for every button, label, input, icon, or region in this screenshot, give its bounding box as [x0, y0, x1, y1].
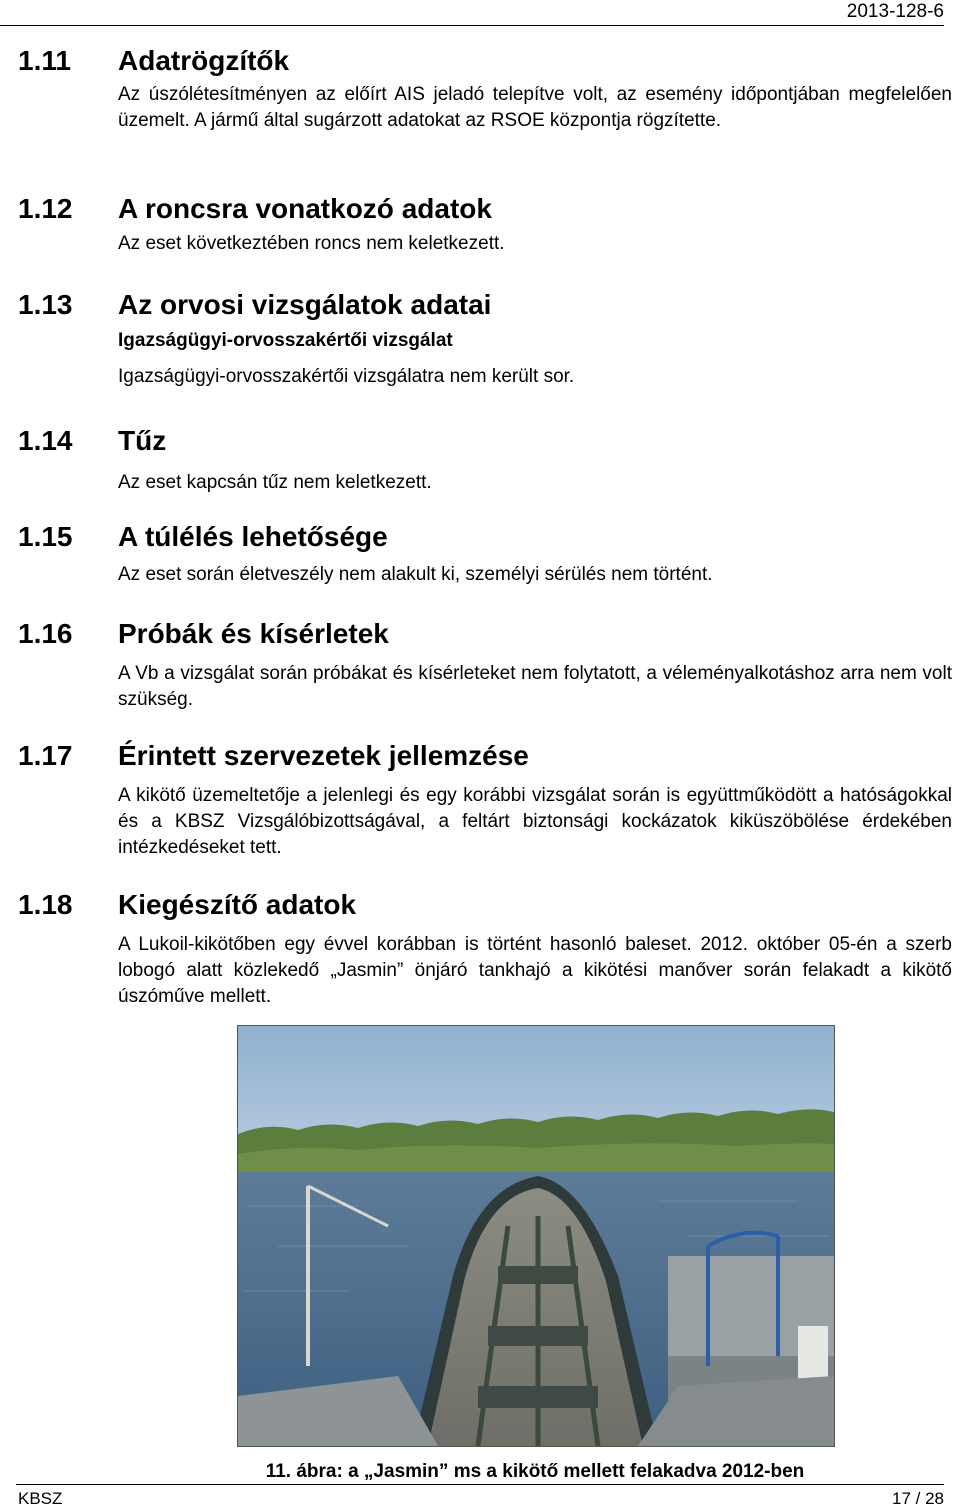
section-body: Igazságügyi-orvosszakértői vizsgálatra nem került sor.	[118, 366, 575, 387]
section-number: 1.14	[18, 425, 73, 456]
section-1-13	[18, 288, 952, 390]
section-subheading: Igazságügyi-orvosszakértői vizsgálat	[118, 330, 453, 351]
section-1-11	[18, 44, 952, 134]
section-1-12	[18, 192, 952, 257]
section-body: Az úszólétesítményen az előírt AIS jeladó telepítve volt, az esemény időpontjában megfelelően üzemelt. A jármű által sugárzott adatokat az RSOE központja rögzítette.	[118, 84, 952, 131]
section-title: Érintett szervezetek jellemzése	[118, 740, 529, 771]
section-title: Tűz	[118, 425, 167, 456]
section-heading	[18, 617, 952, 651]
footer-organization: KBSZ	[18, 1489, 63, 1508]
section-heading	[18, 739, 952, 773]
section-heading	[18, 424, 952, 458]
section-heading	[18, 520, 952, 554]
section-heading	[18, 888, 952, 922]
section-1-16	[18, 617, 952, 713]
section-1-15	[18, 520, 952, 588]
section-number: 1.16	[18, 618, 73, 649]
section-1-17	[18, 739, 952, 861]
page-number: 17 / 28	[892, 1489, 944, 1508]
section-title: Kiegészítő adatok	[118, 889, 357, 920]
section-number: 1.13	[18, 289, 73, 320]
section-title: A roncsra vonatkozó adatok	[118, 193, 492, 224]
section-heading	[18, 192, 952, 226]
tanker-photo	[237, 1025, 835, 1447]
section-body: Az eset következtében roncs nem keletkezett.	[118, 233, 505, 254]
section-body: A Lukoil-kikötőben egy évvel korábban is történt hasonló baleset. 2012. október 05-én a szerb lobogó alatt közlekedő „Jasmin” önjáró tankhajó a kikötési manőver során felakadt a kikötő úszóműve mellett.	[118, 934, 952, 1007]
section-title: A túlélés lehetősége	[118, 521, 388, 552]
section-body: A kikötő üzemeltetője a jelenlegi és egy korábbi vizsgálat során is együttműködött a hatóságokkal és a KBSZ Vizsgálóbizottságával, a feltárt biztonsági kockázatok kiküszöbölése érdekében intézkedéseket tett.	[118, 785, 952, 858]
section-number: 1.12	[18, 193, 73, 224]
section-number: 1.18	[18, 889, 73, 920]
footer-divider	[16, 1484, 944, 1485]
section-title: Adatrögzítők	[118, 45, 290, 76]
section-title: Próbák és kísérletek	[118, 618, 389, 649]
section-heading	[18, 44, 952, 78]
tanker-photo-illustration	[238, 1026, 834, 1446]
section-body: Az eset során életveszély nem alakult ki, személyi sérülés nem történt.	[118, 564, 713, 585]
section-title: Az orvosi vizsgálatok adatai	[118, 289, 492, 320]
section-number: 1.15	[18, 521, 73, 552]
section-body: Az eset kapcsán tűz nem keletkezett.	[118, 472, 432, 493]
section-number: 1.11	[18, 45, 71, 76]
section-heading	[18, 288, 952, 322]
section-number: 1.17	[18, 740, 73, 771]
section-body: A Vb a vizsgálat során próbákat és kísérleteket nem folytatott, a véleményalkotáshoz arra nem volt szükség.	[118, 663, 952, 710]
section-1-14	[18, 424, 952, 496]
document-reference: 2013-128-6	[0, 0, 944, 26]
section-1-18	[18, 888, 952, 1010]
figure-caption: 11. ábra: a „Jasmin” ms a kikötő mellett felakadva 2012-ben	[265, 1461, 805, 1482]
